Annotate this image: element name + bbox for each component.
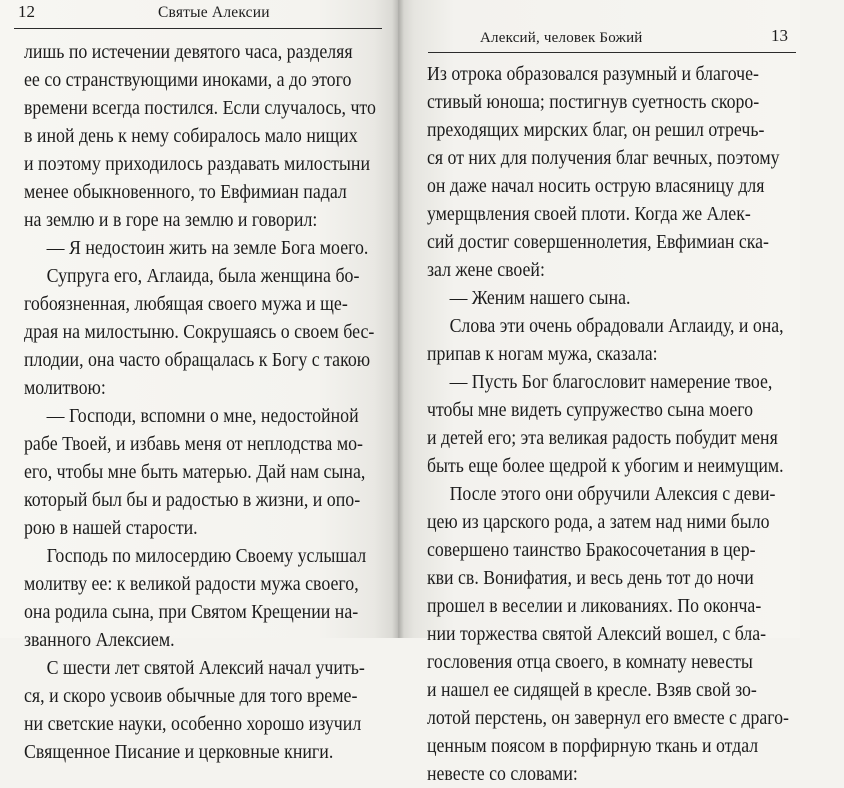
text-line: и нашел ее сидящей в кресле. Взяв свой зо- xyxy=(427,679,757,701)
page-number: 13 xyxy=(771,26,788,45)
text-line: лотой перстень, он завернул его вместе с драго- xyxy=(427,707,789,729)
text-line: ценным поясом в порфирную ткань и отдал xyxy=(427,735,759,757)
text-line: Слова эти очень обрадовали Аглаиду, и она, xyxy=(449,315,784,337)
text-line: она родила сына, при Святом Крещении на- xyxy=(24,601,359,623)
text-line: С шести лет святой Алексий начал учить- xyxy=(46,657,365,679)
text-line: После этого они обручили Алексия с деви- xyxy=(449,483,776,505)
text-line: чтобы мне видеть супружество сына моего xyxy=(427,399,754,421)
right-page xyxy=(398,0,800,785)
text-line: гобоязненная, любящая своего мужа и ще- xyxy=(24,293,348,315)
text-line: невесте со словами: xyxy=(427,763,578,785)
text-line: умерщвления своей плоти. Когда же Алек- xyxy=(427,203,751,225)
text-line: ся от них для получения благ вечных, поэтому xyxy=(427,147,780,169)
text-line: Священное Писание и церковные книги. xyxy=(24,741,334,763)
text-line: менее обыкновенного, то Евфимиан падал xyxy=(24,181,347,203)
text-line: и детей его; эта великая радость побудит меня xyxy=(427,427,778,449)
text-line: — Пусть Бог благословит намерение твое, xyxy=(449,371,773,393)
body-text xyxy=(427,60,844,788)
text-line: Из отрока образовался разумный и благоче- xyxy=(427,63,759,85)
body-text xyxy=(24,38,428,766)
header-rule xyxy=(428,52,796,53)
running-head: Алексий, человек Божий xyxy=(480,30,643,46)
page-number: 12 xyxy=(18,2,35,21)
text-line: цею из царского рода, а затем над ними было xyxy=(427,511,770,533)
text-line: гословения отца своего, в комнату невесты xyxy=(427,651,753,673)
text-line: — Женим нашего сына. xyxy=(449,287,631,309)
text-line: драя на милостыню. Сокрушаясь о своем бес- xyxy=(24,321,375,343)
text-line: и поэтому приходилось раздавать милостыни xyxy=(24,153,371,175)
text-line: совершено таинство Бракосочетания в цер- xyxy=(427,539,756,561)
text-line: лишь по истечении девятого часа, разделяя xyxy=(24,41,353,63)
text-line: на землю и в горе на землю и говорил: xyxy=(24,209,318,231)
text-line: ся, и скоро усвоив обычные для того време- xyxy=(24,685,358,707)
text-line: зал жене своей: xyxy=(427,259,545,281)
text-line: — Я недостоин жить на земле Бога моего. xyxy=(46,237,369,259)
text-line: быть еще более щедрой к убогим и неимущим. xyxy=(427,455,784,477)
text-line: он даже начал носить острую власяницу для xyxy=(427,175,765,197)
text-line: который был бы и радостью в жизни, и опо- xyxy=(24,489,361,511)
header-rule xyxy=(14,28,382,29)
text-line: в иной день к нему собиралось мало нищих xyxy=(24,125,358,147)
book-gutter xyxy=(392,0,404,638)
text-line: званного Алексием. xyxy=(24,629,175,651)
text-line: стивый юноша; постигнув суетность скоро- xyxy=(427,91,760,113)
text-line: преходящих мирских благ, он решил отречь- xyxy=(427,119,765,141)
text-line: нии торжества святой Алексий вошел, с бла- xyxy=(427,623,767,645)
text-line: — Господи, вспомни о мне, недостойной xyxy=(46,405,359,427)
text-line: ее со странствующими иноками, а до этого xyxy=(24,69,352,91)
text-line: молитву ее: к великой радости мужа своего, xyxy=(24,573,359,595)
text-line: его, чтобы мне быть матерью. Дай нам сына, xyxy=(24,461,366,483)
text-line: времени всегда постился. Если случалось, что xyxy=(24,97,376,119)
text-line: рою в нашей старости. xyxy=(24,517,198,539)
text-line: молитвою: xyxy=(24,377,106,399)
running-head: Святые Алексии xyxy=(158,4,270,21)
text-line: кви св. Вонифатия, и весь день тот до ночи xyxy=(427,567,754,589)
text-line: Супруга его, Аглаида, была женщина бо- xyxy=(46,265,360,287)
left-page xyxy=(0,0,398,763)
text-line: плодии, она часто обращалась к Богу с такою xyxy=(24,349,371,371)
text-line: сий достиг совершеннолетия, Евфимиан ска- xyxy=(427,231,769,253)
text-line: рабе Твоей, и избавь меня от неплодства мо- xyxy=(24,433,363,455)
text-line: Господь по милосердию Своему услышал xyxy=(46,545,367,567)
text-line: ни светские науки, особенно хорошо изучил xyxy=(24,713,362,735)
text-line: припав к ногам мужа, сказала: xyxy=(427,343,658,365)
text-line: прошел в веселии и ликованиях. По оконча- xyxy=(427,595,762,617)
